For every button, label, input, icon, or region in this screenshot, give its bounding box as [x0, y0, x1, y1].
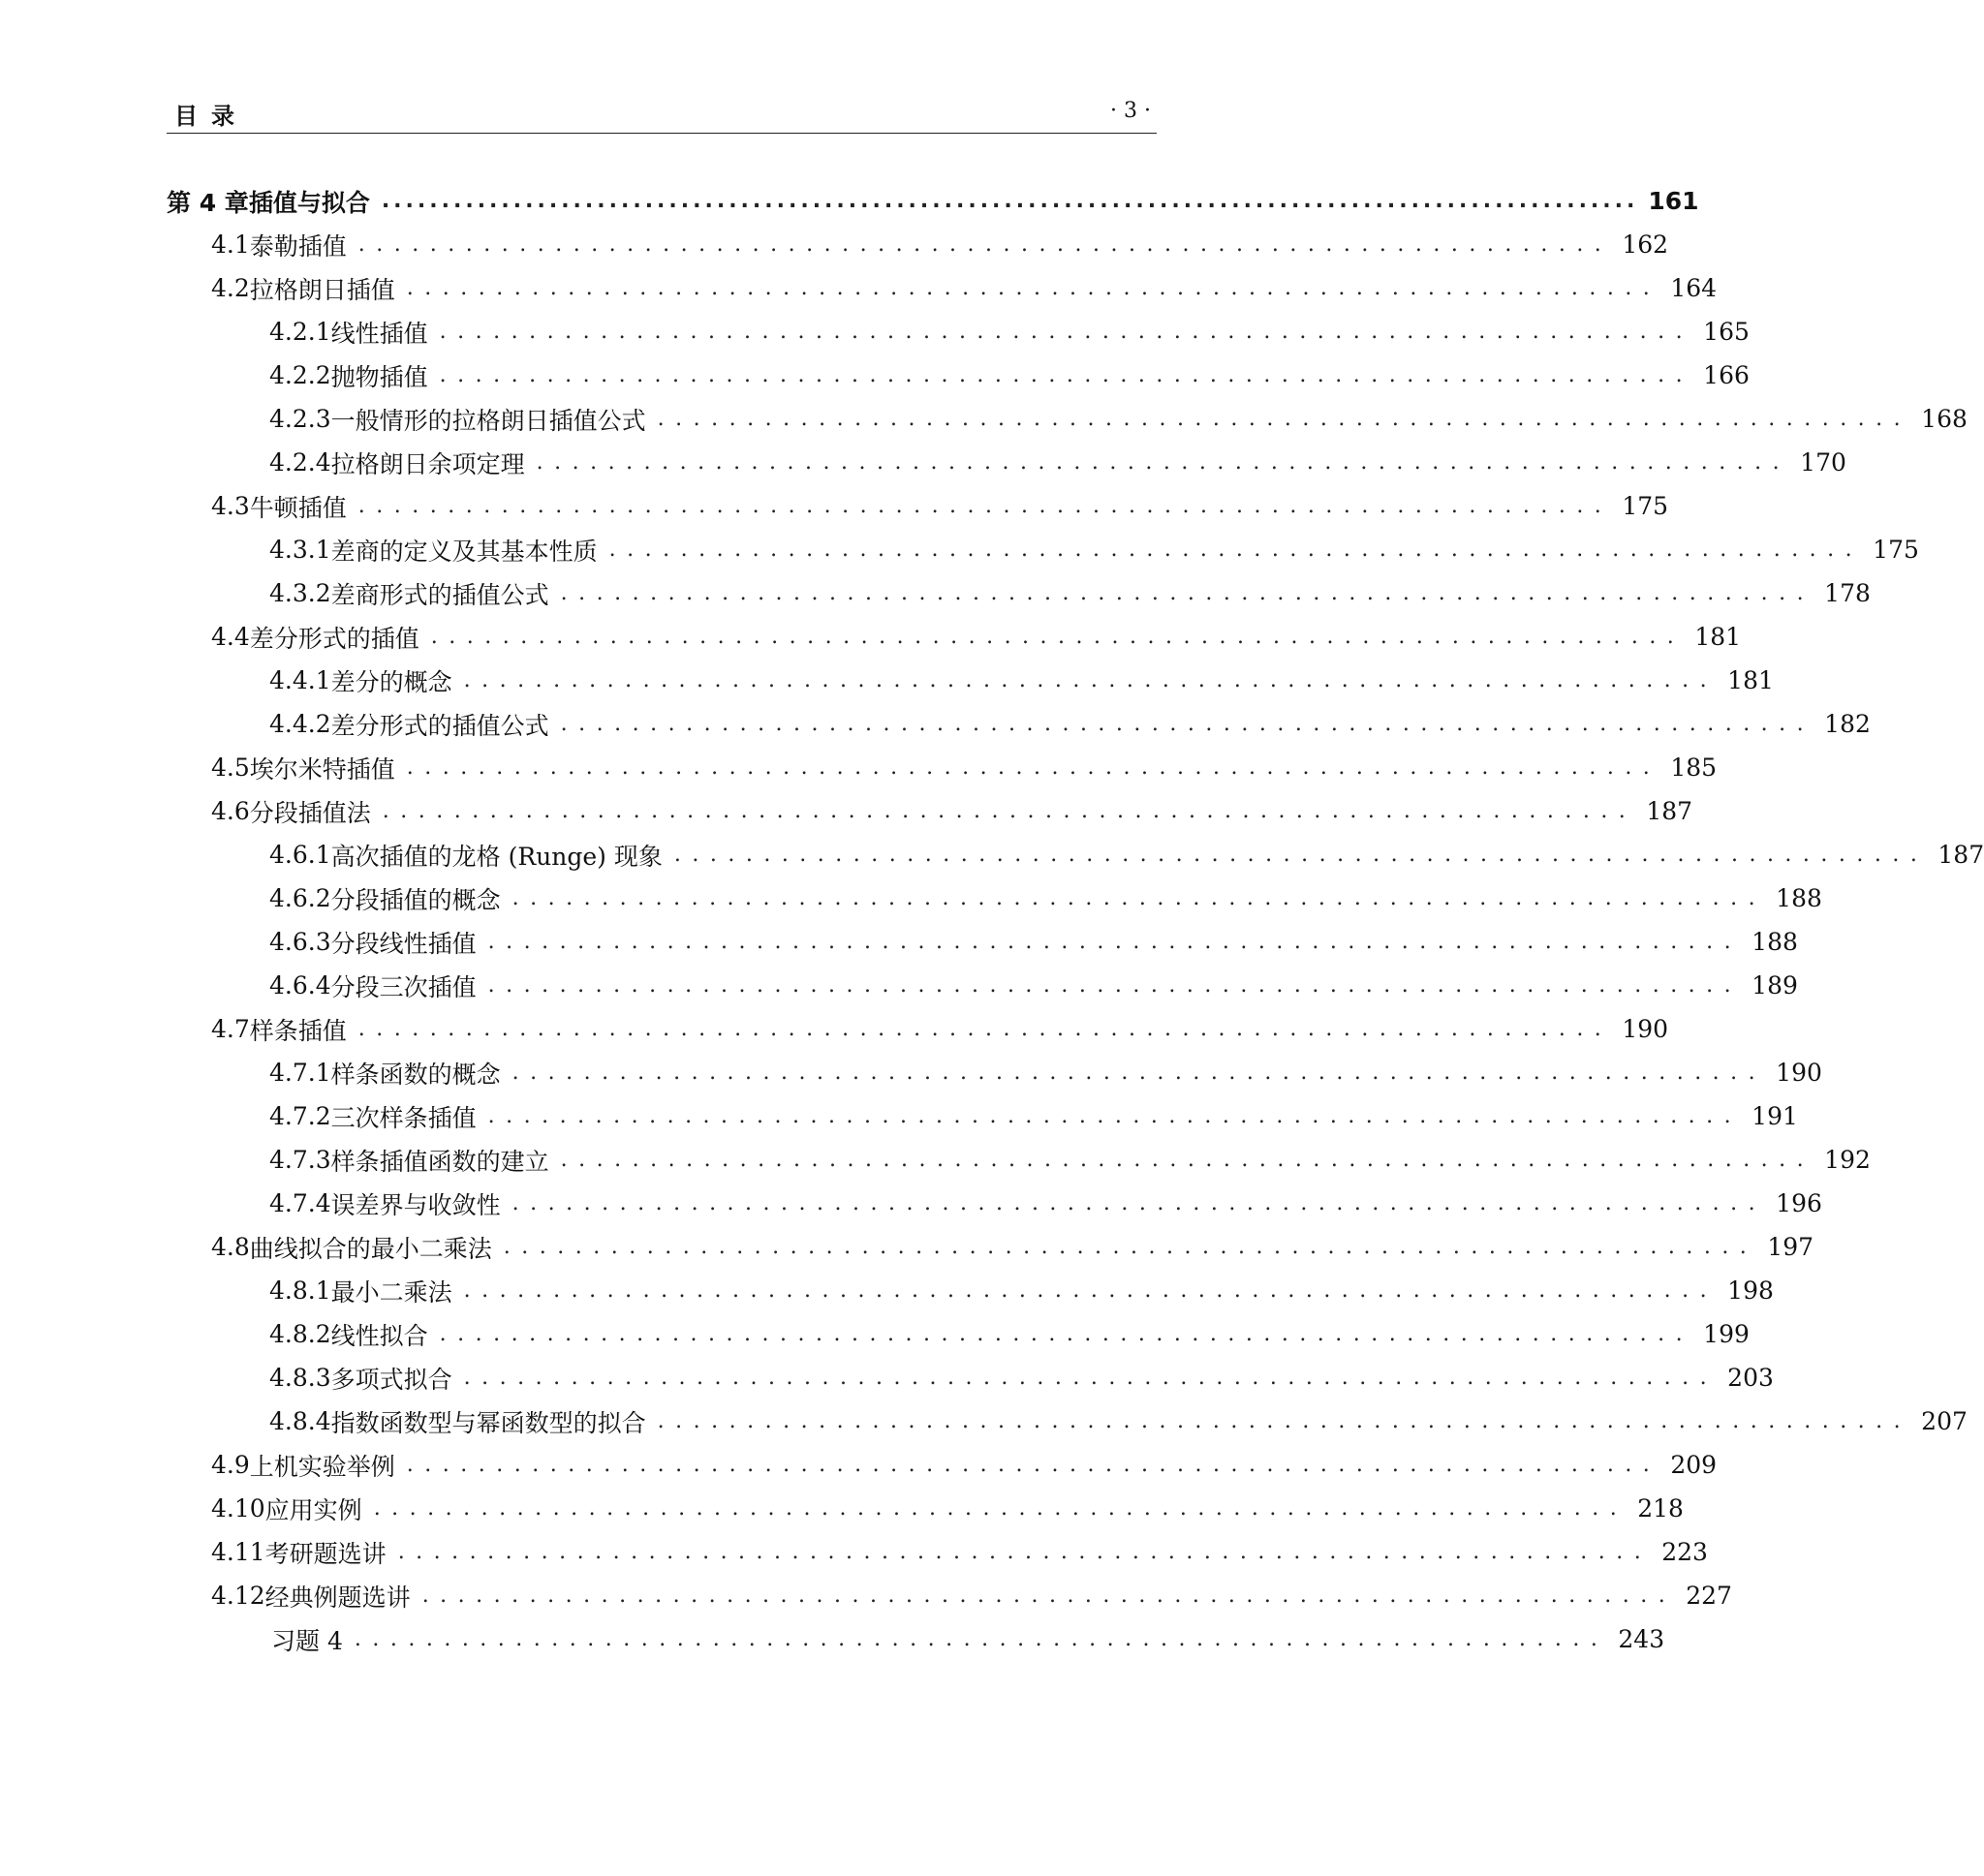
toc-page: 192 [1824, 1146, 1871, 1174]
toc-page: 164 [1670, 274, 1718, 302]
toc-subsection-row[interactable] [167, 441, 1846, 484]
toc-page: 175 [1622, 492, 1669, 520]
toc-subsection-row[interactable] [167, 1356, 1774, 1399]
dot-leader: ...................................................................... [357, 494, 1613, 518]
toc-section-row[interactable] [167, 1007, 1669, 1051]
toc-number: 4.6 [211, 797, 250, 825]
dot-leader: ...................................................................... [463, 668, 1719, 692]
toc-title: 应用实例 [264, 1495, 362, 1524]
toc-number: 4.2.1 [269, 318, 331, 346]
toc-subsection-row[interactable] [167, 354, 1750, 397]
dot-leader: ...................................................................... [657, 407, 1912, 431]
toc-title: 上机实验举例 [249, 1452, 395, 1481]
toc-number: 4.3 [211, 492, 250, 520]
toc-title: 分段插值的概念 [330, 885, 501, 914]
dot-leader: ...................................................................... [512, 886, 1767, 910]
toc-title: 分段线性插值 [330, 929, 477, 958]
table-of-contents [167, 179, 1984, 1661]
toc-number: 4.4.2 [269, 710, 331, 738]
toc-page: 166 [1703, 361, 1750, 389]
toc-section-row[interactable] [167, 484, 1669, 528]
toc-page: 199 [1703, 1320, 1750, 1348]
toc-title: 最小二乘法 [330, 1277, 452, 1307]
toc-page: 218 [1637, 1494, 1684, 1522]
dot-leader: ...................................................................... [406, 755, 1661, 780]
toc-subsection-row[interactable] [167, 1269, 1774, 1312]
toc-number: 4.12 [211, 1582, 265, 1610]
toc-number: 4.6.2 [269, 884, 331, 912]
toc-exercise-row[interactable] [167, 1617, 1665, 1661]
dot-leader: ...................................................................... [406, 1453, 1661, 1477]
toc-page: 165 [1703, 318, 1750, 346]
toc-subsection-row[interactable] [167, 1051, 1822, 1094]
dot-leader: ...................................................................... [657, 1409, 1912, 1433]
toc-page: 243 [1618, 1625, 1665, 1653]
toc-title: 一般情形的拉格朗日插值公式 [330, 406, 646, 435]
toc-subsection-row[interactable] [167, 920, 1798, 964]
toc-title: 抛物插值 [330, 362, 428, 391]
toc-subsection-row[interactable] [167, 397, 1968, 441]
toc-title: 差商形式的插值公式 [330, 580, 549, 609]
toc-title: 考研题选讲 [264, 1539, 387, 1568]
toc-section-row[interactable] [167, 615, 1742, 659]
dot-leader: ...................................................................... [536, 450, 1791, 475]
header-title: 目录 [174, 103, 248, 130]
toc-page: 209 [1670, 1451, 1718, 1479]
toc-title: 差分形式的插值公式 [330, 711, 549, 740]
toc-title: 埃尔米特插值 [249, 754, 395, 784]
toc-subsection-row[interactable] [167, 1182, 1822, 1225]
toc-title: 线性插值 [330, 319, 428, 348]
toc-subsection-row[interactable] [167, 1094, 1798, 1138]
toc-subsection-row[interactable] [167, 833, 1984, 876]
toc-number: 4.2.4 [269, 448, 331, 477]
toc-number: 4.3.2 [269, 579, 331, 607]
toc-page: 178 [1824, 579, 1871, 607]
dot-leader: ...................................................................... [357, 232, 1613, 257]
toc-page: 227 [1686, 1582, 1732, 1610]
toc-number: 4.11 [211, 1538, 265, 1566]
toc-number: 第 4 章 [167, 188, 249, 217]
toc-number: 4.8.3 [269, 1364, 331, 1392]
toc-section-row[interactable] [167, 1443, 1718, 1487]
toc-title: 指数函数型与幂函数型的拟合 [330, 1408, 646, 1437]
toc-subsection-row[interactable] [167, 659, 1774, 702]
toc-title: 样条函数的概念 [330, 1060, 501, 1089]
toc-number: 4.7.2 [269, 1102, 331, 1130]
dot-leader: ...................................................................... [560, 1148, 1815, 1172]
header-page-number: · 3 · [1110, 99, 1151, 123]
toc-title: 曲线拟合的最小二乘法 [249, 1234, 492, 1263]
dot-leader: ...................................................................... [512, 1061, 1767, 1085]
toc-title: 高次插值的龙格 (Runge) 现象 [330, 842, 663, 871]
toc-title: 泰勒插值 [249, 231, 347, 261]
dot-leader: ...................................................................... [560, 581, 1815, 605]
toc-page: 168 [1921, 405, 1968, 433]
toc-title: 习题 4 [271, 1626, 343, 1655]
toc-subsection-row[interactable] [167, 702, 1871, 746]
toc-number: 4.3.1 [269, 536, 331, 564]
toc-page: 207 [1921, 1407, 1968, 1435]
toc-chapter-row[interactable] [167, 179, 1699, 223]
toc-title: 拉格朗日余项定理 [330, 449, 525, 478]
dot-leader: ...................................................................... [373, 1496, 1628, 1521]
toc-number: 4.7.3 [269, 1146, 331, 1174]
dot-leader: ...................................................................... [673, 843, 1929, 867]
toc-page: 161 [1648, 187, 1699, 215]
toc-section-row[interactable] [167, 1574, 1732, 1617]
toc-number: 4.8.1 [269, 1276, 331, 1305]
toc-page: 203 [1727, 1364, 1774, 1392]
toc-title: 样条插值 [249, 1016, 347, 1045]
dot-leader: ...................................................................... [487, 973, 1743, 998]
toc-number: 4.4 [211, 623, 250, 651]
toc-section-row[interactable] [167, 266, 1718, 310]
dot-leader: ...................................................................... [354, 1627, 1609, 1651]
toc-page: 190 [1776, 1059, 1822, 1087]
toc-title: 分段三次插值 [330, 972, 477, 1001]
toc-page: 188 [1752, 928, 1798, 956]
toc-number: 4.7.1 [269, 1059, 331, 1087]
toc-page: 196 [1776, 1189, 1822, 1217]
toc-page: 162 [1622, 231, 1669, 259]
toc-subsection-row[interactable] [167, 571, 1871, 615]
toc-subsection-row[interactable] [167, 876, 1822, 920]
toc-number: 4.2.2 [269, 361, 331, 389]
toc-page: 189 [1752, 971, 1798, 1000]
toc-number: 4.1 [211, 231, 250, 259]
dot-leader: ...................................................................... [503, 1235, 1758, 1259]
toc-subsection-row[interactable] [167, 1138, 1871, 1182]
toc-subsection-row[interactable] [167, 310, 1750, 354]
dot-leader: ...................................................................... [463, 1366, 1719, 1390]
dot-leader: ...................................................................... [397, 1540, 1653, 1564]
dot-leader: ...................................................................... [439, 1322, 1694, 1346]
toc-page: 198 [1727, 1276, 1774, 1305]
toc-title: 误差界与收敛性 [330, 1190, 501, 1219]
toc-title: 差分形式的插值 [249, 624, 419, 653]
dot-leader: ...................................................................... [439, 363, 1694, 387]
toc-title: 经典例题选讲 [264, 1583, 411, 1612]
toc-title: 线性拟合 [330, 1321, 428, 1350]
dot-leader: ...................................................................... [406, 276, 1661, 300]
toc-number: 4.8.2 [269, 1320, 331, 1348]
dot-leader: ...................................................................... [487, 930, 1743, 954]
toc-number: 4.9 [211, 1451, 250, 1479]
toc-section-row[interactable] [167, 1225, 1814, 1269]
toc-title: 牛顿插值 [249, 493, 347, 522]
toc-subsection-row[interactable] [167, 1399, 1968, 1443]
toc-subsection-row[interactable] [167, 1312, 1750, 1356]
toc-number: 4.6.1 [269, 841, 331, 869]
dot-leader: ...................................................................... [430, 625, 1686, 649]
toc-title: 差分的概念 [330, 667, 452, 696]
toc-page: 181 [1727, 666, 1774, 694]
toc-section-row[interactable] [167, 1487, 1684, 1530]
toc-subsection-row[interactable] [167, 964, 1798, 1007]
dot-leader: ...................................................................... [382, 799, 1637, 823]
toc-title: 差商的定义及其基本性质 [330, 537, 598, 566]
toc-page: 175 [1873, 536, 1919, 564]
toc-page: 187 [1938, 841, 1984, 869]
toc-number: 4.7 [211, 1015, 250, 1043]
toc-page: 190 [1622, 1015, 1669, 1043]
toc-number: 4.2 [211, 274, 250, 302]
toc-page: 223 [1661, 1538, 1708, 1566]
toc-section-row[interactable] [167, 746, 1718, 789]
dot-leader: ...................................................................... [357, 1017, 1613, 1041]
dot-leader: ......................................................................................................... [381, 189, 1639, 213]
dot-leader: ...................................................................... [421, 1584, 1677, 1608]
toc-number: 4.6.3 [269, 928, 331, 956]
toc-page: 181 [1694, 623, 1742, 651]
toc-section-row[interactable] [167, 223, 1669, 266]
toc-title: 样条插值函数的建立 [330, 1147, 549, 1176]
toc-number: 4.2.3 [269, 405, 331, 433]
dot-leader: ...................................................................... [560, 712, 1815, 736]
toc-number: 4.8 [211, 1233, 250, 1261]
toc-section-row[interactable] [167, 789, 1693, 833]
toc-page: 191 [1752, 1102, 1798, 1130]
toc-subsection-row[interactable] [167, 528, 1919, 571]
dot-leader: ...................................................................... [439, 320, 1694, 344]
toc-page: 187 [1646, 797, 1693, 825]
toc-title: 插值与拟合 [248, 188, 370, 217]
toc-number: 4.6.4 [269, 971, 331, 1000]
toc-number: 4.8.4 [269, 1407, 331, 1435]
dot-leader: ...................................................................... [463, 1278, 1719, 1303]
toc-number: 4.4.1 [269, 666, 331, 694]
toc-page: 185 [1670, 753, 1718, 782]
toc-number: 4.7.4 [269, 1189, 331, 1217]
toc-section-row[interactable] [167, 1530, 1708, 1574]
toc-page: 170 [1800, 448, 1846, 477]
dot-leader: ...................................................................... [608, 538, 1864, 562]
toc-title: 分段插值法 [249, 798, 371, 827]
toc-page: 188 [1776, 884, 1822, 912]
toc-title: 多项式拟合 [330, 1365, 452, 1394]
dot-leader: ...................................................................... [512, 1191, 1767, 1215]
toc-number: 4.10 [211, 1494, 265, 1522]
toc-number: 4.5 [211, 753, 250, 782]
toc-title: 三次样条插值 [330, 1103, 477, 1132]
toc-title: 拉格朗日插值 [249, 275, 395, 304]
page-header [167, 95, 1157, 134]
toc-page: 182 [1824, 710, 1871, 738]
dot-leader: ...................................................................... [487, 1104, 1743, 1128]
toc-page: 197 [1767, 1233, 1814, 1261]
